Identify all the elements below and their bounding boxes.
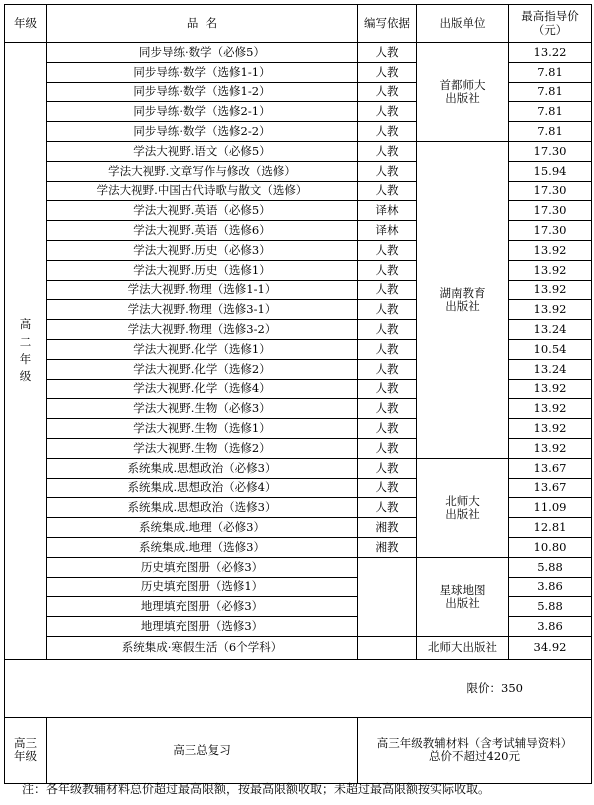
item-basis: 人教 <box>358 320 417 340</box>
item-name: 系统集成.思想政治（必修3） <box>47 458 358 478</box>
item-name: 学法大视野.物理（选修1-1） <box>47 280 358 300</box>
grade-3-row <box>5 717 592 783</box>
item-name: 学法大视野.历史（选修1） <box>47 260 358 280</box>
item-name: 学法大视野.英语（必修5） <box>47 201 358 221</box>
item-name: 同步导练·数学（选修1-1） <box>47 62 358 82</box>
item-basis: 人教 <box>358 379 417 399</box>
publisher-cell <box>417 43 509 142</box>
item-price: 17.30 <box>509 221 592 241</box>
item-price: 7.81 <box>509 62 592 82</box>
header-row <box>5 5 592 43</box>
item-price: 3.86 <box>509 617 592 637</box>
item-basis: 人教 <box>358 478 417 498</box>
item-name: 系统集成.地理（选修3） <box>47 537 358 557</box>
item-price: 17.30 <box>509 201 592 221</box>
publisher-line2: 出版社 <box>445 595 480 610</box>
item-basis: 人教 <box>358 458 417 478</box>
item-basis: 人教 <box>358 102 417 122</box>
table-row <box>5 43 592 63</box>
item-name: 历史填充图册（选修1） <box>47 577 358 597</box>
table-row <box>5 141 592 161</box>
item-name: 地理填充图册（选修3） <box>47 617 358 637</box>
item-price: 13.92 <box>509 419 592 439</box>
publisher-line2: 出版社 <box>445 90 480 105</box>
footnote: 注：各年级教辅材料总价超过最高限额，按最高限额收取；未超过最高限额按实际收取。 <box>22 782 491 796</box>
item-basis: 译林 <box>358 201 417 221</box>
table-row <box>5 557 592 577</box>
item-name: 系统集成.思想政治（必修4） <box>47 478 358 498</box>
publisher-line1: 首都师大 <box>439 77 486 92</box>
item-price: 13.92 <box>509 260 592 280</box>
item-basis: 人教 <box>358 359 417 379</box>
item-basis: 人教 <box>358 419 417 439</box>
header-price-line1: 最高指导价 <box>521 9 579 24</box>
table-row <box>5 458 592 478</box>
grade-2-char: 年 <box>19 351 32 366</box>
item-price: 13.24 <box>509 359 592 379</box>
publisher-line1: 湖南教育 <box>439 285 486 300</box>
item-basis: 人教 <box>358 260 417 280</box>
item-basis: 人教 <box>358 280 417 300</box>
item-price: 13.92 <box>509 438 592 458</box>
item-basis: 人教 <box>358 82 417 102</box>
item-price: 13.24 <box>509 320 592 340</box>
item-price: 13.92 <box>509 280 592 300</box>
item-basis: 人教 <box>358 62 417 82</box>
item-price: 13.92 <box>509 399 592 419</box>
item-name: 系统集成·寒假生活（6个学科） <box>47 636 358 659</box>
item-name: 学法大视野.生物（选修2） <box>47 438 358 458</box>
item-price: 13.92 <box>509 300 592 320</box>
item-name: 同步导练·数学（选修2-1） <box>47 102 358 122</box>
item-price: 7.81 <box>509 82 592 102</box>
publisher-cell <box>417 458 509 557</box>
header-price-line2: （元） <box>532 22 568 37</box>
item-price: 5.88 <box>509 597 592 617</box>
grade-3-line2: 年级 <box>14 749 37 764</box>
item-price: 10.54 <box>509 339 592 359</box>
item-basis: 人教 <box>358 43 417 63</box>
grade-3-cell <box>5 717 47 783</box>
publisher-line1: 北师大 <box>445 493 480 508</box>
grade-3-desc <box>358 717 592 783</box>
item-basis: 人教 <box>358 161 417 181</box>
item-name: 学法大视野.生物（选修1） <box>47 419 358 439</box>
publisher-cell: 北师大出版社 <box>417 636 509 659</box>
item-price: 13.67 <box>509 458 592 478</box>
item-name: 学法大视野.化学（选修2） <box>47 359 358 379</box>
item-price: 13.22 <box>509 43 592 63</box>
item-name: 学法大视野.物理（选修3-1） <box>47 300 358 320</box>
publisher-line1: 星球地图 <box>439 582 486 597</box>
grade-2-cell <box>5 43 47 660</box>
grade-2-char: 高 <box>19 317 32 332</box>
item-name: 学法大视野.英语（选修6） <box>47 221 358 241</box>
item-price: 7.81 <box>509 102 592 122</box>
item-basis-empty <box>358 557 417 636</box>
item-price: 12.81 <box>509 518 592 538</box>
item-name: 学法大视野.生物（必修3） <box>47 399 358 419</box>
item-name: 学法大视野.物理（选修3-2） <box>47 320 358 340</box>
publisher-line2: 出版社 <box>445 298 480 313</box>
item-price: 13.67 <box>509 478 592 498</box>
item-name: 系统集成.地理（必修3） <box>47 518 358 538</box>
item-price: 17.30 <box>509 141 592 161</box>
header-basis: 编写依据 <box>358 5 417 43</box>
item-name: 地理填充图册（必修3） <box>47 597 358 617</box>
item-basis: 译林 <box>358 221 417 241</box>
item-basis: 人教 <box>358 339 417 359</box>
header-grade: 年级 <box>5 5 47 43</box>
grade-3-item: 高三总复习 <box>47 717 358 783</box>
textbook-price-table <box>4 4 592 784</box>
item-name: 系统集成.思想政治（选修3） <box>47 498 358 518</box>
item-name: 同步导练·数学（选修1-2） <box>47 82 358 102</box>
item-price: 3.86 <box>509 577 592 597</box>
limit-text: 限价：350 <box>5 659 592 717</box>
item-basis: 人教 <box>358 438 417 458</box>
item-basis: 人教 <box>358 498 417 518</box>
item-basis: 湘教 <box>358 537 417 557</box>
item-basis: 人教 <box>358 122 417 142</box>
item-name: 学法大视野.文章写作与修改（选修） <box>47 161 358 181</box>
item-price: 7.81 <box>509 122 592 142</box>
item-basis <box>358 636 417 659</box>
item-basis: 人教 <box>358 141 417 161</box>
item-price: 5.88 <box>509 557 592 577</box>
item-price: 10.80 <box>509 537 592 557</box>
item-name: 学法大视野.语文（必修5） <box>47 141 358 161</box>
limit-row <box>5 659 592 717</box>
item-price: 15.94 <box>509 161 592 181</box>
item-price: 34.92 <box>509 636 592 659</box>
item-basis: 人教 <box>358 300 417 320</box>
item-name: 同步导练·数学（选修2-2） <box>47 122 358 142</box>
publisher-cell <box>417 141 509 458</box>
item-name: 学法大视野.中国古代诗歌与散文（选修） <box>47 181 358 201</box>
grade-3-line1: 高三 <box>14 736 37 751</box>
item-name: 学法大视野.化学（选修4） <box>47 379 358 399</box>
item-basis: 人教 <box>358 399 417 419</box>
item-price: 13.92 <box>509 379 592 399</box>
header-publisher: 出版单位 <box>417 5 509 43</box>
table-row <box>5 636 592 659</box>
grade-3-desc-line2: 总价不超过420元 <box>429 749 520 764</box>
item-price: 17.30 <box>509 181 592 201</box>
item-price: 13.92 <box>509 240 592 260</box>
publisher-cell <box>417 557 509 636</box>
grade-2-char: 级 <box>19 369 32 384</box>
item-name: 同步导练·数学（必修5） <box>47 43 358 63</box>
item-price: 11.09 <box>509 498 592 518</box>
item-basis: 人教 <box>358 181 417 201</box>
grade-2-char: 二 <box>19 334 32 349</box>
item-name: 学法大视野.历史（必修3） <box>47 240 358 260</box>
header-name: 品 名 <box>47 5 358 43</box>
header-price <box>509 5 592 43</box>
item-basis: 人教 <box>358 240 417 260</box>
item-basis: 湘教 <box>358 518 417 538</box>
item-name: 历史填充图册（必修3） <box>47 557 358 577</box>
publisher-line2: 出版社 <box>445 506 480 521</box>
item-name: 学法大视野.化学（选修1） <box>47 339 358 359</box>
grade-3-desc-line1: 高三年级教辅材料（含考试辅导资料） <box>376 736 573 751</box>
